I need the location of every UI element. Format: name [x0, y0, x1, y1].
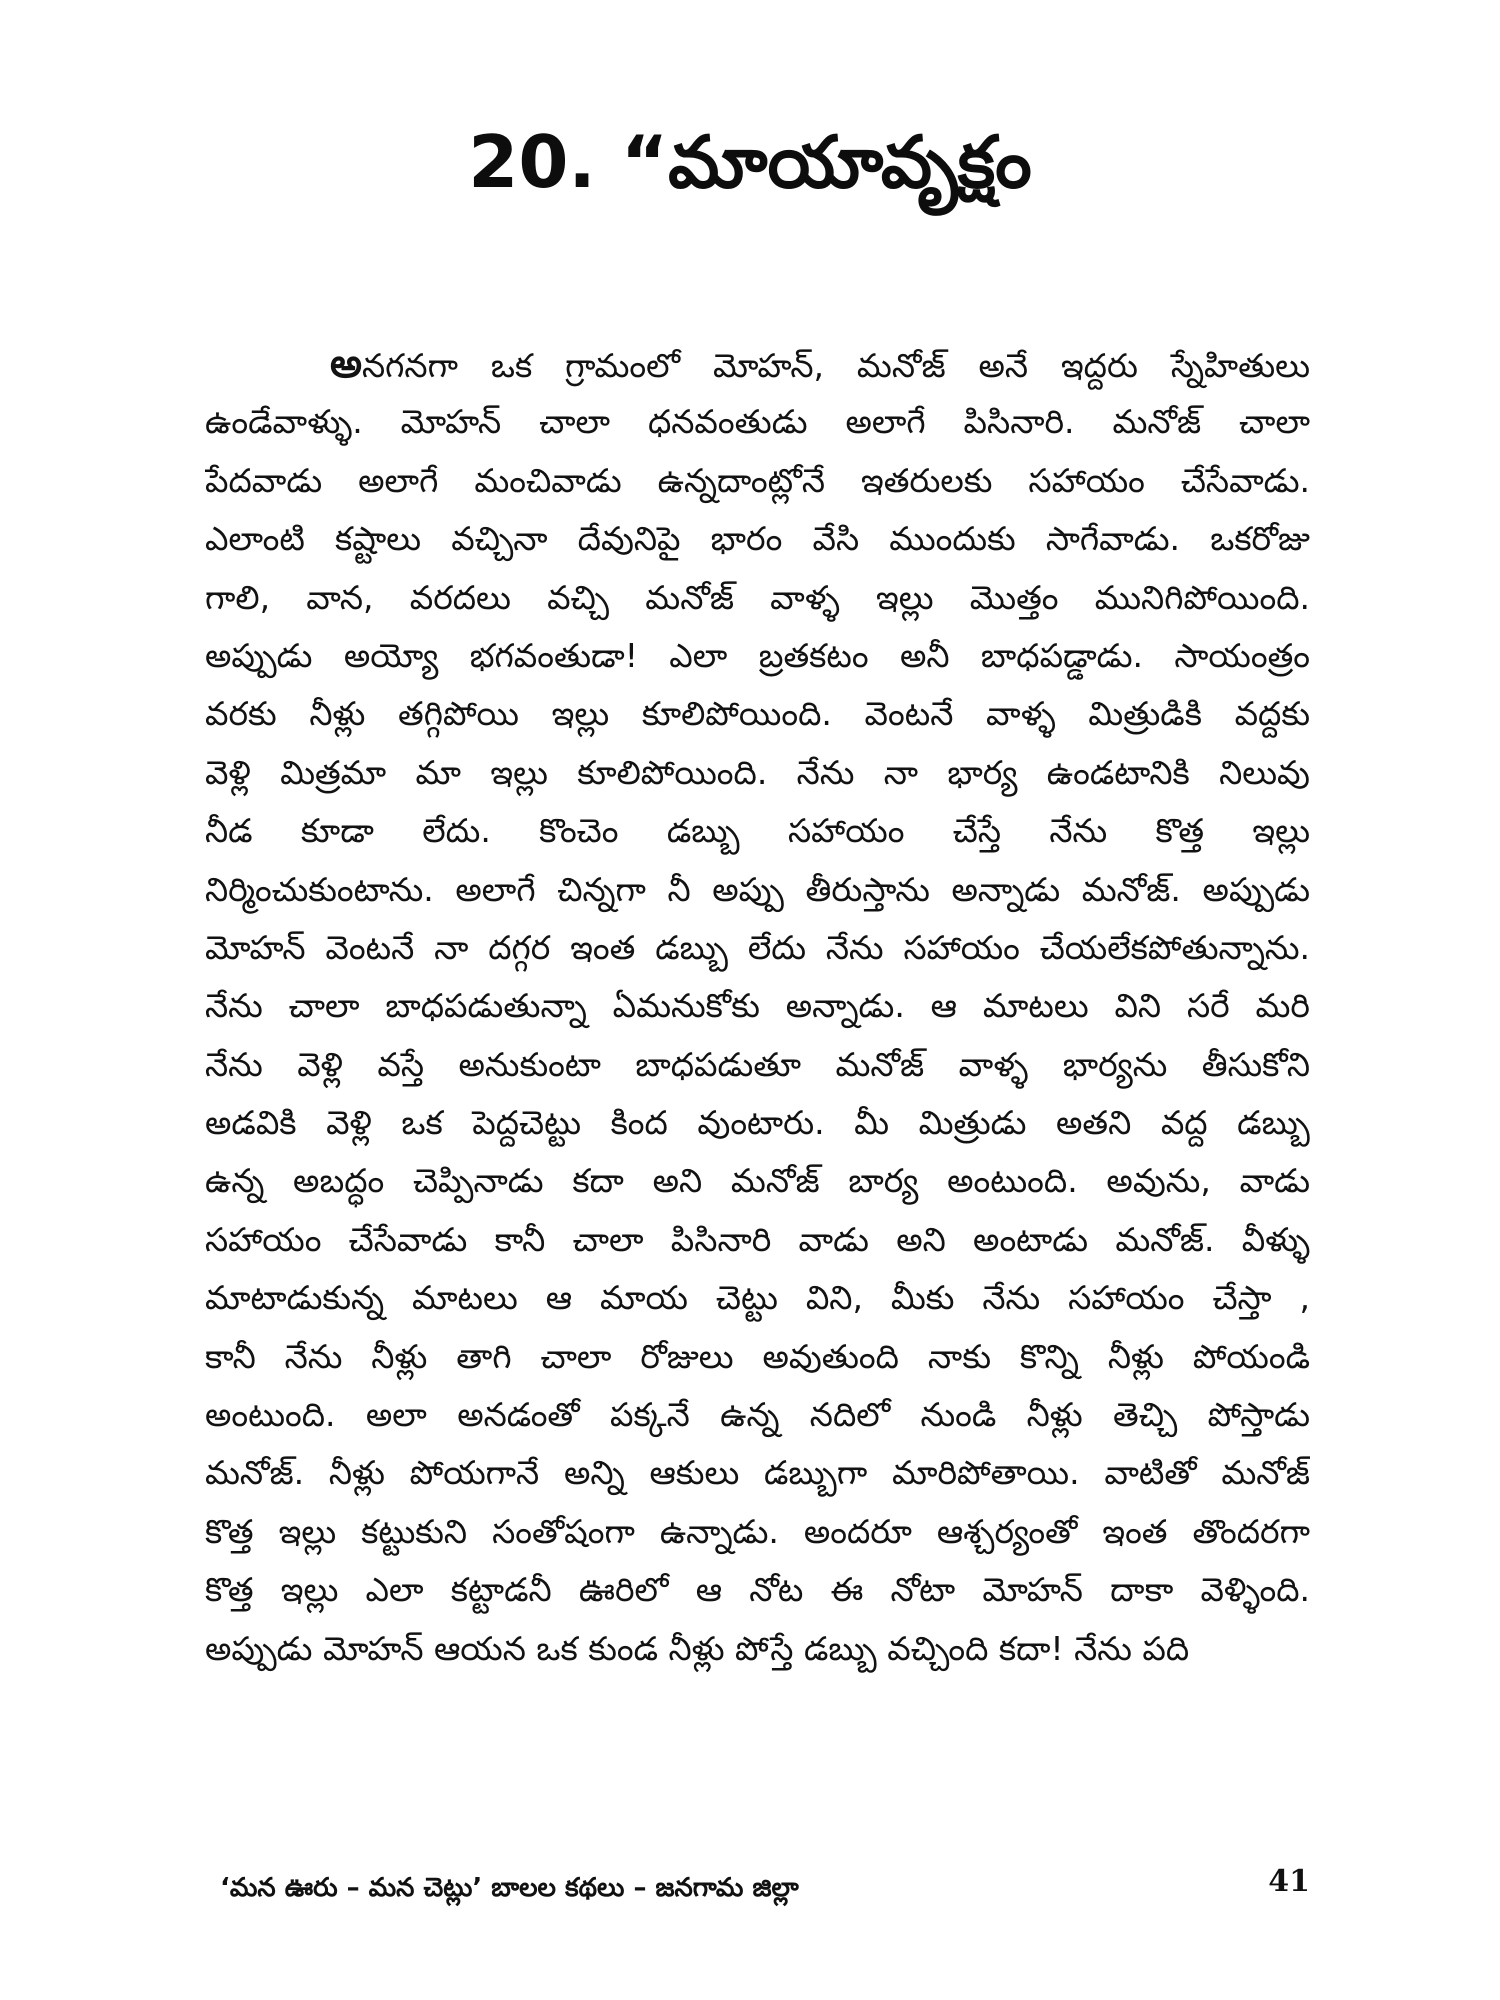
- story-line: కొత్త ఇల్లు ఎలా కట్టాడనీ ఊరిలో ఆ నోట ఈ నోటా మోహన్ దాకా వెళ్ళింది.: [205, 1570, 1310, 1610]
- story-line: పేదవాడు అలాగే మంచివాడు ఉన్నదాంట్లోనే ఇతరులకు సహాయం చేసేవాడు.: [205, 460, 1310, 500]
- story-line: నేను చాలా బాధపడుతున్నా ఏమనుకోకు అన్నాడు. ఆ మాటలు విని సరే మరి: [205, 986, 1310, 1026]
- story-body: [205, 335, 1310, 1678]
- story-line: మాటాడుకున్న మాటలు ఆ మాయ చెట్టు విని, మీకు నేను సహాయం చేస్తా ,: [205, 1278, 1310, 1318]
- chapter-title: 20. “మాయావృక్షం: [468, 120, 1032, 204]
- story-line: కొత్త ఇల్లు కట్టుకుని సంతోషంగా ఉన్నాడు. అందరూ ఆశ్చర్యంతో ఇంత తొందరగా: [205, 1511, 1310, 1551]
- story-first-line-text: నగనగా ఒక గ్రామంలో మోహన్, మనోజ్ అనే ఇద్దరు స్నేహితులు: [362, 346, 1310, 385]
- story-line: నీడ కూడా లేదు. కొంచెం డబ్బు సహాయం చేస్తే నేను కొత్త ఇల్లు: [205, 811, 1310, 851]
- story-line: అప్పుడు మోహన్ ఆయన ఒక కుండ నీళ్లు పోస్తే డబ్బు వచ్చింది కదా! నేను పది: [205, 1628, 1190, 1668]
- drop-initial-letter: అ: [330, 341, 362, 387]
- story-line: ఎలాంటి కష్టాలు వచ్చినా దేవునిపై భారం వేసి ముందుకు సాగేవాడు. ఒకరోజు: [205, 519, 1310, 559]
- story-line: సహాయం చేసేవాడు కానీ చాలా పిసినారి వాడు అని అంటాడు మనోజ్. వీళ్ళు: [205, 1219, 1310, 1259]
- page-number: 41: [1268, 1864, 1310, 1899]
- story-line: ఉన్న అబద్ధం చెప్పినాడు కదా అని మనోజ్ బార్య అంటుంది. అవును, వాడు: [205, 1161, 1310, 1201]
- story-first-line: [205, 335, 1310, 393]
- story-line: అడవికి వెళ్లి ఒక పెద్దచెట్టు కింద వుంటారు. మీ మిత్రుడు అతని వద్ద డబ్బు: [205, 1103, 1310, 1143]
- page-footer: [220, 1864, 1310, 1908]
- story-line: గాలి, వాన, వరదలు వచ్చి మనోజ్ వాళ్ళ ఇల్లు మొత్తం మునిగిపోయింది.: [205, 577, 1310, 617]
- story-line: అప్పుడు అయ్యో భగవంతుడా! ఎలా బ్రతకటం అనీ బాధపడ్డాడు. సాయంత్రం: [205, 635, 1310, 675]
- story-line: వెళ్లి మిత్రమా మా ఇల్లు కూలిపోయింది. నేను నా భార్య ఉండటానికి నిలువు: [205, 752, 1310, 792]
- footer-book-title: ‘మన ఊరు – మన చెట్లు’ బాలల కథలు – జనగామ జిల్లా: [220, 1873, 799, 1903]
- story-line: కానీ నేను నీళ్లు తాగి చాలా రోజులు అవుతుంది నాకు కొన్ని నీళ్లు పోయండి: [205, 1336, 1310, 1376]
- story-line: మోహన్ వెంటనే నా దగ్గర ఇంత డబ్బు లేదు నేను సహాయం చేయలేకపోతున్నాను.: [205, 927, 1310, 967]
- story-line: అంటుంది. అలా అనడంతో పక్కనే ఉన్న నదిలో నుండి నీళ్లు తెచ్చి పోస్తాడు: [205, 1395, 1310, 1435]
- story-line: మనోజ్. నీళ్లు పోయగానే అన్ని ఆకులు డబ్బుగా మారిపోతాయి. వాటితో మనోజ్: [205, 1453, 1310, 1493]
- story-line: నిర్మించుకుంటాను. అలాగే చిన్నగా నీ అప్పు తీరుస్తాను అన్నాడు మనోజ్. అప్పుడు: [205, 869, 1310, 909]
- story-line: ఉండేవాళ్ళు. మోహన్ చాలా ధనవంతుడు అలాగే పిసినారి. మనోజ్ చాలా: [205, 402, 1310, 442]
- story-line: వరకు నీళ్లు తగ్గిపోయి ఇల్లు కూలిపోయింది. వెంటనే వాళ్ళ మిత్రుడికి వద్దకు: [205, 694, 1310, 734]
- story-line: నేను వెళ్లి వస్తే అనుకుంటా బాధపడుతూ మనోజ్ వాళ్ళ భార్యను తీసుకోని: [205, 1044, 1310, 1084]
